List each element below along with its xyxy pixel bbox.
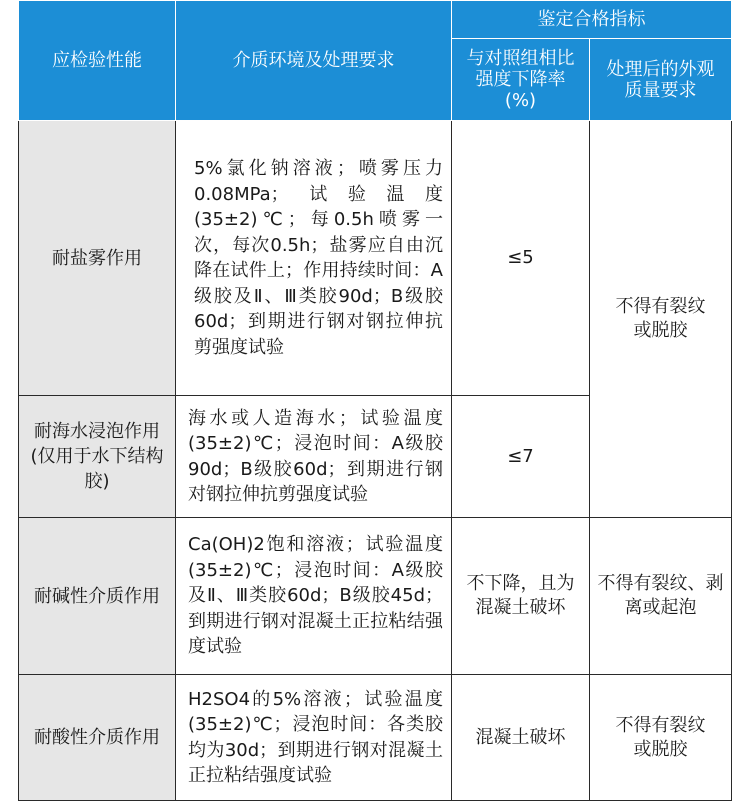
table-row: [19, 675, 732, 801]
header-strength-drop: 与对照组相比强度下降率(%): [452, 39, 590, 121]
row-property: 耐碱性介质作用: [19, 518, 176, 675]
row-strength-drop: 混凝土破坏: [452, 675, 590, 801]
row-appearance-shared: 不得有裂纹或脱胶: [590, 121, 732, 518]
row-property: 耐盐雾作用: [19, 121, 176, 396]
row-medium: H2SO4的5%溶液；试验温度(35±2)℃；浸泡时间：各类胶均为30d；到期进行钢对混凝土正拉粘结强度试验: [176, 675, 452, 801]
row-appearance: 不得有裂纹、剥离或起泡: [590, 518, 732, 675]
table-row: [19, 121, 732, 396]
row-appearance: 不得有裂纹或脱胶: [590, 675, 732, 801]
header-medium: 介质环境及处理要求: [176, 1, 452, 121]
row-medium: Ca(OH)2饱和溶液；试验温度(35±2)℃；浸泡时间：A级胶及Ⅱ、Ⅲ类胶60d；B级胶45d；到期进行钢对混凝土正拉粘结强度试验: [176, 518, 452, 675]
header-property: 应检验性能: [19, 1, 176, 121]
test-criteria-table: [18, 0, 732, 801]
row-property: 耐酸性介质作用: [19, 675, 176, 801]
row-strength-drop: ≤7: [452, 396, 590, 518]
header-appearance: 处理后的外观质量要求: [590, 39, 732, 121]
table-row: [19, 518, 732, 675]
row-strength-drop: ≤5: [452, 121, 590, 396]
row-medium: 海水或人造海水；试验温度(35±2)℃；浸泡时间：A级胶90d；B级胶60d；到期进行钢对钢拉伸抗剪强度试验: [176, 396, 452, 518]
row-medium: 5%氯化钠溶液；喷雾压力0.08MPa；试验温度(35±2)℃；每0.5h喷雾一次，每次0.5h；盐雾应自由沉降在试件上；作用持续时间：A级胶及Ⅱ、Ⅲ类胶90d；B级胶60d；到期进行钢对钢拉伸抗剪强度试验: [176, 121, 452, 396]
row-property: 耐海水浸泡作用(仅用于水下结构胶): [19, 396, 176, 518]
header-criteria: 鉴定合格指标: [452, 1, 732, 39]
row-strength-drop: 不下降，且为混凝土破坏: [452, 518, 590, 675]
